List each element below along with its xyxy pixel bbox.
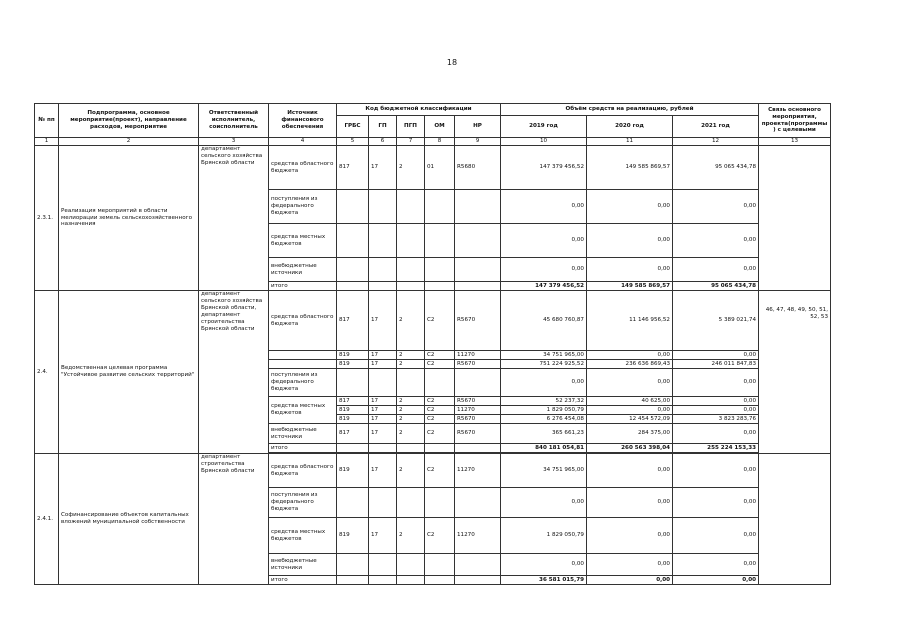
amount-2019: 365 661,23 (501, 424, 587, 444)
amount-2019: 1 829 050,79 (501, 406, 587, 415)
code-gp: 17 (369, 424, 397, 444)
header-link: Связь основного мероприятия, проекта(программы) с целевыми (759, 104, 831, 138)
funding-source: средства местных бюджетов (269, 224, 337, 258)
amount-2019: 0,00 (501, 190, 587, 224)
code-nr: R5670 (455, 360, 501, 369)
code-pgp: 2 (397, 415, 425, 424)
col-number: 8 (425, 138, 455, 146)
amount-2021: 0,00 (673, 454, 759, 488)
amount-2021: 0,00 (673, 258, 759, 282)
amount-2021: 0,00 (673, 554, 759, 576)
funding-source: средства местных бюджетов (269, 397, 337, 424)
code-om: C2 (425, 415, 455, 424)
responsible-executor: департамент строительства Брянской области (199, 454, 269, 585)
code-nr: R5680 (455, 146, 501, 190)
page-number: 18 (446, 58, 458, 67)
code-nr: 11270 (455, 406, 501, 415)
col-number: 12 (673, 138, 759, 146)
amount-2021: 0,00 (673, 406, 759, 415)
code-gp: 17 (369, 291, 397, 351)
table-row (35, 291, 872, 351)
funding-source: средства областного бюджета (269, 454, 337, 488)
code-nr: R5670 (455, 291, 501, 351)
total-2021: 95 065 434,78 (673, 282, 759, 291)
amount-2020: 0,00 (587, 554, 673, 576)
code-grbs: 819 (337, 454, 369, 488)
total-2019: 36 581 015,79 (501, 576, 587, 585)
amount-2020: 0,00 (587, 190, 673, 224)
col-number: 5 (337, 138, 369, 146)
col-number: 3 (199, 138, 269, 146)
amount-2020: 0,00 (587, 488, 673, 518)
code-om: C2 (425, 518, 455, 554)
amount-2021: 5 389 021,74 (673, 291, 759, 351)
total-2020: 0,00 (587, 576, 673, 585)
column-number-row (35, 138, 872, 146)
amount-2020: 0,00 (587, 518, 673, 554)
code-gp: 17 (369, 415, 397, 424)
amount-2020: 11 146 956,52 (587, 291, 673, 351)
code-grbs: 817 (337, 397, 369, 406)
code-om: C2 (425, 291, 455, 351)
amount-2021: 95 065 434,78 (673, 146, 759, 190)
col-number: 10 (501, 138, 587, 146)
link-cell (759, 146, 831, 291)
total-2021: 0,00 (673, 576, 759, 585)
code-om: C2 (425, 454, 455, 488)
code-om: C2 (425, 351, 455, 360)
amount-2021: 246 011 847,83 (673, 360, 759, 369)
program-name: Реализация мероприятий в области мелиорации земель сельскохозяйственного назначения (59, 146, 199, 291)
code-pgp: 2 (397, 351, 425, 360)
funding-source: средства областного бюджета (269, 291, 337, 351)
total-label: итого (269, 444, 337, 453)
header-grbs: ГРБС (337, 116, 369, 138)
amount-2020: 0,00 (587, 369, 673, 397)
funding-source: внебюджетные источники (269, 258, 337, 282)
amount-2019: 34 751 965,00 (501, 454, 587, 488)
header-source: Источник финансового обеспечения (269, 104, 337, 138)
code-gp: 17 (369, 360, 397, 369)
code-pgp: 2 (397, 518, 425, 554)
amount-2020: 0,00 (587, 406, 673, 415)
code-gp: 17 (369, 351, 397, 360)
header-volume: Объём средств на реализацию, рублей (501, 104, 759, 116)
responsible-executor: департамент сельского хозяйства Брянской области (199, 146, 269, 291)
code-pgp: 2 (397, 397, 425, 406)
code-gp: 17 (369, 397, 397, 406)
amount-2020: 0,00 (587, 224, 673, 258)
table-row (35, 146, 872, 190)
amount-2020: 12 454 572,09 (587, 415, 673, 424)
code-nr: 11270 (455, 454, 501, 488)
amount-2021: 0,00 (673, 224, 759, 258)
header-nr: НР (455, 116, 501, 138)
code-om: 01 (425, 146, 455, 190)
col-number: 4 (269, 138, 337, 146)
code-pgp: 2 (397, 424, 425, 444)
budget-table (34, 103, 872, 585)
amount-2019: 0,00 (501, 554, 587, 576)
amount-2019: 0,00 (501, 488, 587, 518)
code-gp: 17 (369, 146, 397, 190)
code-grbs: 819 (337, 415, 369, 424)
funding-source: поступления из федерального бюджета (269, 488, 337, 518)
amount-2019: 6 276 454,08 (501, 415, 587, 424)
amount-2019: 751 224 925,52 (501, 360, 587, 369)
amount-2021: 0,00 (673, 397, 759, 406)
code-nr: 11270 (455, 518, 501, 554)
col-number: 1 (35, 138, 59, 146)
amount-2020: 236 636 869,43 (587, 360, 673, 369)
total-2020: 260 563 398,04 (587, 444, 673, 453)
amount-2020: 284 375,00 (587, 424, 673, 444)
code-grbs: 819 (337, 406, 369, 415)
code-pgp: 2 (397, 406, 425, 415)
col-number: 6 (369, 138, 397, 146)
funding-source: средства местных бюджетов (269, 518, 337, 554)
header-gp: ГП (369, 116, 397, 138)
code-grbs: 817 (337, 424, 369, 444)
table-row (35, 454, 872, 488)
amount-2021: 0,00 (673, 424, 759, 444)
amount-2020: 40 625,00 (587, 397, 673, 406)
code-grbs: 819 (337, 360, 369, 369)
link-cell (759, 454, 831, 585)
amount-2021: 0,00 (673, 190, 759, 224)
header-2021: 2021 год (673, 116, 759, 138)
code-grbs: 819 (337, 518, 369, 554)
header-responsible: Ответственный исполнитель, соисполнитель (199, 104, 269, 138)
code-pgp: 2 (397, 146, 425, 190)
code-gp: 17 (369, 454, 397, 488)
amount-2019: 1 829 050,79 (501, 518, 587, 554)
total-label: итого (269, 282, 337, 291)
program-name: Ведомственная целевая программа "Устойчивое развитие сельских территорий" (59, 291, 199, 454)
header-2019: 2019 год (501, 116, 587, 138)
code-pgp: 2 (397, 291, 425, 351)
code-nr: R5670 (455, 415, 501, 424)
funding-source: внебюджетные источники (269, 424, 337, 444)
amount-2021: 3 823 283,76 (673, 415, 759, 424)
code-gp: 17 (369, 518, 397, 554)
funding-source: внебюджетные источники (269, 554, 337, 576)
amount-2019: 45 680 760,87 (501, 291, 587, 351)
code-gp: 17 (369, 406, 397, 415)
amount-2019: 52 237,32 (501, 397, 587, 406)
header-program: Подпрограмма, основное мероприятие(проект), направление расходов, мероприятие (59, 104, 199, 138)
amount-2019: 147 379 456,52 (501, 146, 587, 190)
code-om: C2 (425, 406, 455, 415)
code-nr: R5670 (455, 424, 501, 444)
total-2020: 149 585 869,57 (587, 282, 673, 291)
code-grbs: 819 (337, 351, 369, 360)
row-number: 2.3.1. (35, 146, 59, 291)
amount-2020: 149 585 869,57 (587, 146, 673, 190)
total-label: итого (269, 576, 337, 585)
amount-2019: 34 751 965,00 (501, 351, 587, 360)
responsible-executor: департамент сельского хозяйства Брянской области, департамент строительства Брянской области (199, 291, 269, 454)
header-pgp: ПГП (397, 116, 425, 138)
col-number: 7 (397, 138, 425, 146)
col-number: 9 (455, 138, 501, 146)
amount-2021: 0,00 (673, 488, 759, 518)
code-pgp: 2 (397, 454, 425, 488)
funding-source: средства областного бюджета (269, 146, 337, 190)
amount-2020: 0,00 (587, 351, 673, 360)
link-cell: 46, 47, 48, 49, 50, 51, 52, 53 (759, 291, 831, 454)
col-number: 13 (759, 138, 831, 146)
amount-2021: 0,00 (673, 351, 759, 360)
amount-2019: 0,00 (501, 258, 587, 282)
header-budget-code: Код бюджетной классификации (337, 104, 501, 116)
total-2019: 840 181 054,81 (501, 444, 587, 453)
header-om: ОМ (425, 116, 455, 138)
col-number: 2 (59, 138, 199, 146)
amount-2020: 0,00 (587, 258, 673, 282)
amount-2021: 0,00 (673, 369, 759, 397)
col-number: 11 (587, 138, 673, 146)
code-om: C2 (425, 397, 455, 406)
funding-source: поступления из федерального бюджета (269, 190, 337, 224)
row-number: 2.4.1. (35, 454, 59, 585)
amount-2019: 0,00 (501, 224, 587, 258)
amount-2019: 0,00 (501, 369, 587, 397)
header-2020: 2020 год (587, 116, 673, 138)
total-2021: 255 224 153,33 (673, 444, 759, 453)
amount-2020: 0,00 (587, 454, 673, 488)
code-pgp: 2 (397, 360, 425, 369)
code-nr: 11270 (455, 351, 501, 360)
code-om: C2 (425, 424, 455, 444)
program-name: Софинансирование объектов капитальных вложений муниципальной собственности (59, 454, 199, 585)
total-2019: 147 379 456,52 (501, 282, 587, 291)
amount-2021: 0,00 (673, 518, 759, 554)
code-om: C2 (425, 360, 455, 369)
header-num: № пп (35, 104, 59, 138)
code-grbs: 817 (337, 146, 369, 190)
code-grbs: 817 (337, 291, 369, 351)
code-nr: R5670 (455, 397, 501, 406)
funding-source: поступления из федерального бюджета (269, 369, 337, 397)
row-number: 2.4. (35, 291, 59, 454)
